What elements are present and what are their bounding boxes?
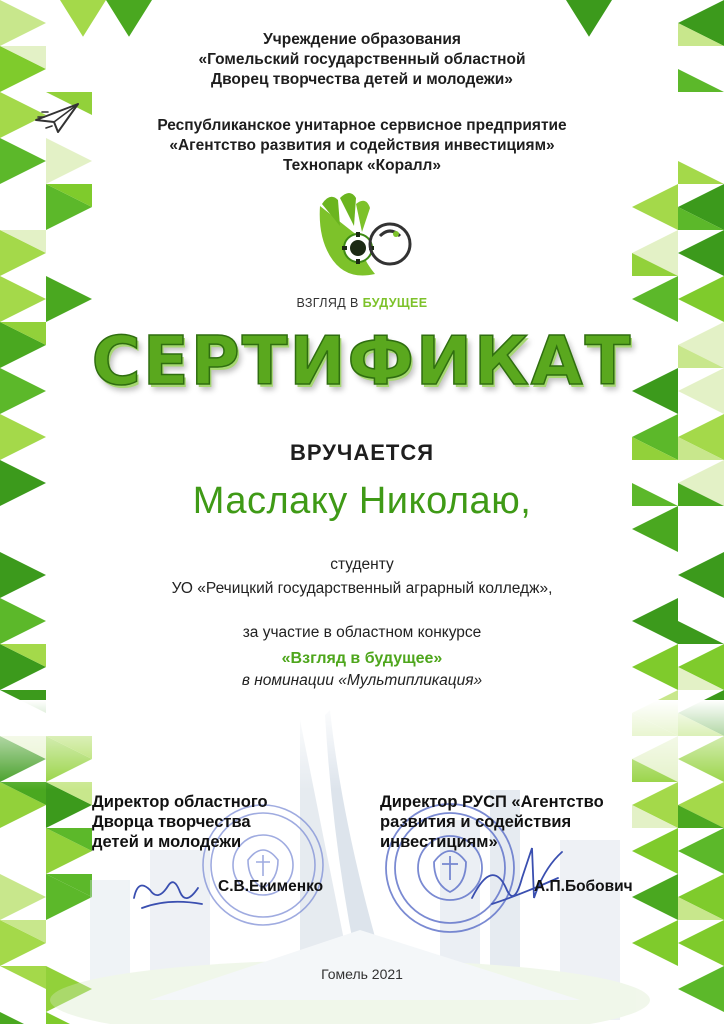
header-org1-line: Учреждение образования <box>263 31 461 48</box>
footer-place-year: Гомель 2021 <box>321 966 403 982</box>
border-triangle <box>46 138 92 184</box>
header-org2-line: Республиканское унитарное сервисное предприятие <box>157 117 567 134</box>
logo-caption-prefix: ВЗГЛЯД В <box>296 296 363 310</box>
awarded-label: ВРУЧАЕТСЯ <box>289 440 435 465</box>
signatory-right-title-line: Директор РУСП «Агентство <box>380 793 604 811</box>
signatory-right-title <box>380 792 670 852</box>
participation-text: за участие в областном конкурсе <box>242 624 482 641</box>
border-triangle <box>678 161 724 184</box>
border-triangle <box>678 621 724 644</box>
signatory-right-name: А.П.Бобович <box>534 878 633 895</box>
paper-plane-icon <box>32 100 82 136</box>
signatory-left-title-line: Дворца творчества <box>92 813 251 831</box>
signatory-left-title-line: детей и молодежи <box>92 833 242 851</box>
nomination-text: в номинации «Мультипликация» <box>241 672 483 689</box>
contest-name: «Взгляд в будущее» <box>281 650 443 667</box>
border-triangle <box>678 69 724 92</box>
border-triangle <box>0 138 46 184</box>
border-triangle <box>0 552 46 598</box>
header-organization-1 <box>100 30 624 90</box>
certificate-title: СЕРТИФИКАТ <box>91 322 633 400</box>
border-triangle <box>632 184 678 230</box>
border-triangle <box>0 0 46 46</box>
signatory-left-name: С.В.Екименко <box>218 878 324 895</box>
border-triangle <box>632 598 678 644</box>
border-triangle <box>0 598 46 644</box>
recipient-institution: УО «Речицкий государственный аграрный колледж», <box>171 580 553 597</box>
border-triangle <box>0 414 46 460</box>
recipient-name: Маслаку Николаю, <box>192 480 532 522</box>
border-triangle <box>678 368 724 414</box>
header-org2-line: «Агентство развития и содействия инвестициям» <box>169 137 555 154</box>
header-org2-line: Технопарк «Коралл» <box>282 157 442 174</box>
signatory-right-title-line: инвестициям» <box>380 833 498 851</box>
header-org1-line: Дворец творчества детей и молодежи» <box>211 71 513 88</box>
handwritten-signature-left <box>128 868 208 918</box>
header-org1-line: «Гомельский государственный областной <box>198 51 526 68</box>
logo-caption-accent: БУДУЩЕЕ <box>362 296 428 310</box>
header-organization-2 <box>100 116 624 176</box>
signatory-left-title <box>92 792 352 852</box>
signatory-left-title-line: Директор областного <box>92 793 268 811</box>
border-triangle <box>678 276 724 322</box>
recipient-role: студенту <box>330 556 394 573</box>
border-triangle <box>678 230 724 276</box>
logo-caption <box>262 296 462 310</box>
border-triangle <box>0 276 46 322</box>
border-triangle <box>46 276 92 322</box>
border-triangle <box>632 276 678 322</box>
border-triangle <box>0 460 46 506</box>
contest-logo-icon <box>300 186 424 286</box>
signatory-right-title-line: развития и содействия <box>380 813 572 831</box>
border-triangle <box>0 368 46 414</box>
border-triangle <box>632 644 678 690</box>
border-triangle <box>678 552 724 598</box>
